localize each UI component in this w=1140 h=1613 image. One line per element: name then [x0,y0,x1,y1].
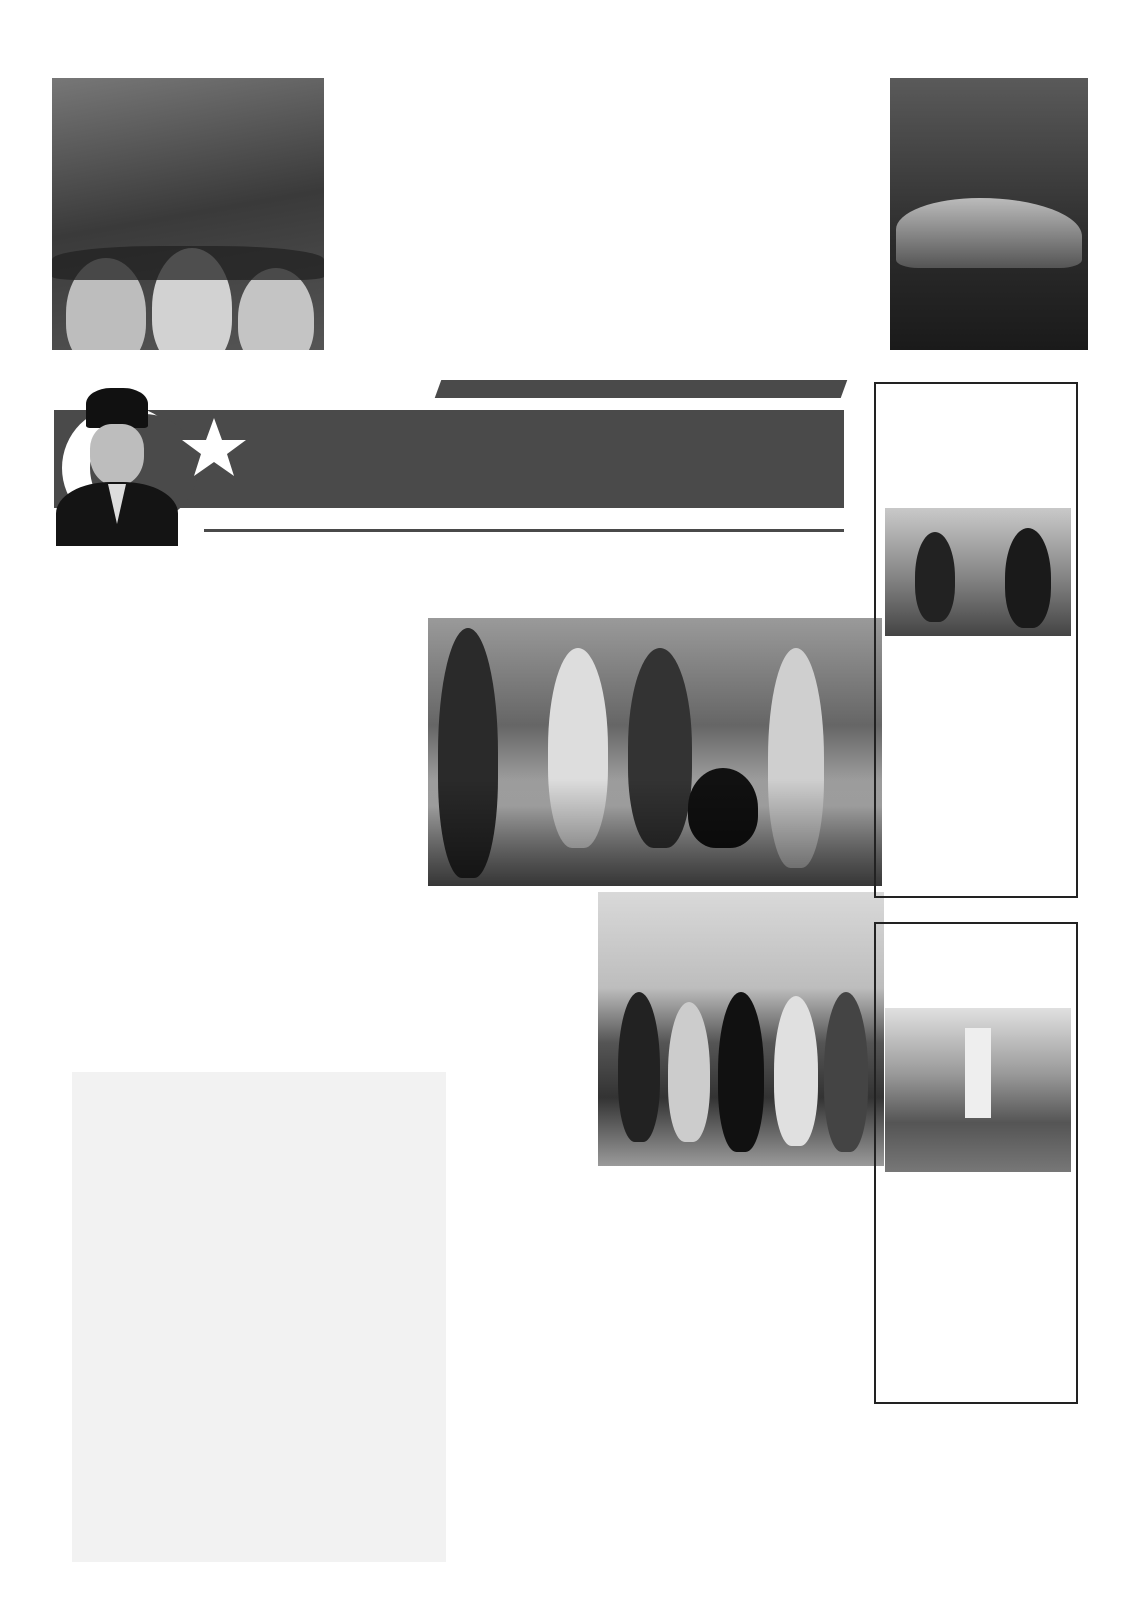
sidebar-box-chp [874,922,1078,1404]
main-col1 [54,614,240,1049]
person-photo [618,992,660,1142]
masthead [54,378,844,550]
minister-photo [885,508,1071,636]
top-story-col3 [699,115,881,315]
culture-title [876,384,1076,392]
person-photo [915,532,955,622]
chp-ceremony-photo [885,1008,1071,1172]
main-col4 [667,1178,859,1408]
chp-title [876,924,1076,932]
ataturk-portrait [54,384,180,546]
person-photo [668,1002,710,1142]
monument [965,1028,991,1118]
tagline-band [435,380,848,398]
sidebar-box-culture [874,382,1078,898]
person-photo [824,992,868,1152]
inspection-photo-1 [428,618,882,886]
person-photo [774,996,818,1146]
main-col2 [250,614,420,1049]
top-story-col2 [484,115,680,345]
person-photo [238,268,314,350]
inspection-photo-2 [598,892,884,1166]
car-silhouette [52,246,324,280]
portrait-face [90,424,144,486]
autofest-poster-right [890,78,1088,350]
person-photo [718,992,764,1152]
portrait-kalpak [86,388,148,428]
person-photo [1005,528,1051,628]
main-col3-cont [462,1168,646,1418]
masthead-band-bottom [204,508,844,532]
culture-text [886,700,1070,896]
chp-text [885,1178,1071,1402]
top-story-col1 [332,115,466,345]
asphalt-table [72,1072,446,1562]
car-silhouette [896,198,1082,268]
autofest-poster-left [52,78,324,350]
